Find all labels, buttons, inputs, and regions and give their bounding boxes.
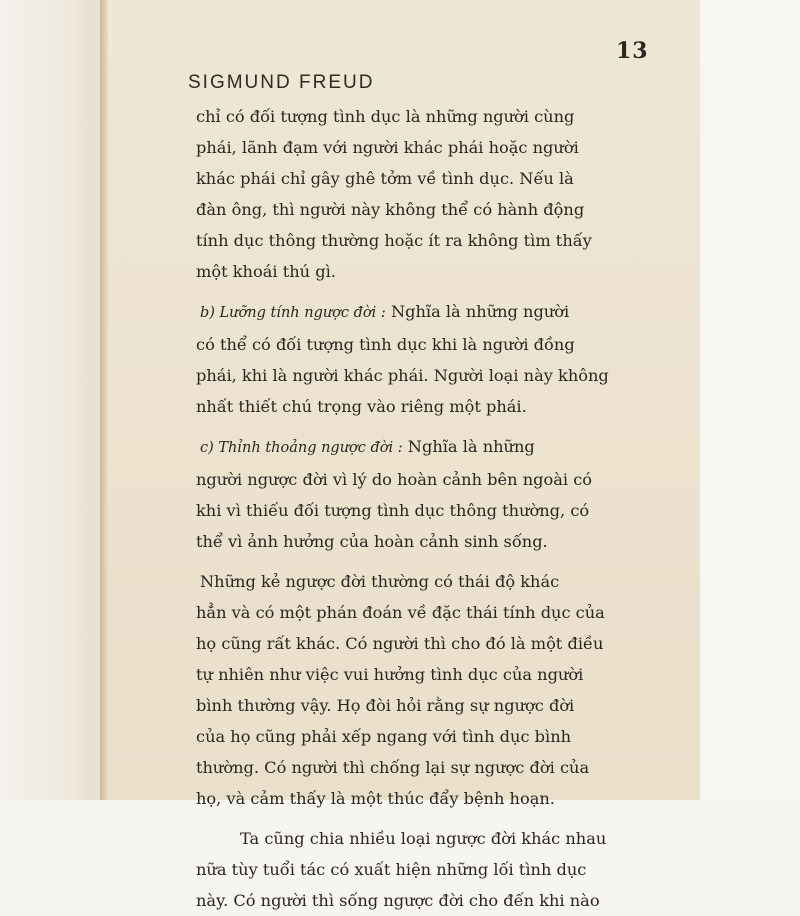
text-line: nhất thiết chú trọng vào riêng một phái. [196,397,527,416]
text-line: họ, và cảm thấy là một thúc đẩy bệnh hoạn. [196,789,555,808]
text-line: Ta cũng chia nhiều loại ngược đời khác nhau [240,829,607,848]
text-line: tự nhiên như việc vui hưởng tình dục của người [196,665,584,684]
text-line: phái, lãnh đạm với người khác phái hoặc người [196,138,579,157]
text-line [196,296,628,329]
body-text [196,101,628,916]
text-line: khác phái chỉ gây ghê tởm về tình dục. Nếu là [196,169,574,188]
page-number: 13 [616,38,649,64]
text-line: tính dục thông thường hoặc ít ra không tìm thấy [196,231,592,250]
text-line: thường. Có người thì chống lại sự ngược đời của [196,758,590,777]
text-line: bình thường vậy. Họ đòi hỏi rằng sự ngược đời [196,696,575,715]
text-line: có thể có đối tượng tình dục khi là người đồng [196,335,575,354]
text-line: nữa tùy tuổi tác có xuất hiện những lối tình dục [196,860,587,879]
right-background [700,0,800,800]
running-head: SIGMUND FREUD [188,72,375,93]
text-line: người ngược đời vì lý do hoàn cảnh bên ngoài có [196,470,593,489]
text-line: này. Có người thì sống ngược đời cho đến khi nào [196,891,600,910]
term-occasional: c) Thỉnh thoảng ngược đời : [200,440,403,456]
text-line: đàn ông, thì người này không thể có hành động [196,200,585,219]
term-bisexual: b) Lưỡng tính ngược đời : [200,305,386,321]
text-line: khi vì thiếu đối tượng tình dục thông thường, có [196,501,590,520]
text-line: chỉ có đối tượng tình dục là những người cùng [196,107,575,126]
text-line: Những kẻ ngược đời thường có thái độ khác [200,572,560,591]
text-line: thể vì ảnh hưởng của hoàn cảnh sinh sống. [196,532,548,551]
term-definition: Nghĩa là những người [385,302,570,321]
text-line: phái, khi là người khác phái. Người loại này không [196,366,609,385]
left-background [0,0,110,800]
page-edge [100,0,108,800]
text-line: của họ cũng phải xếp ngang với tình dục bình [196,727,572,746]
text-line: một khoái thú gì. [196,262,336,281]
term-definition: Nghĩa là những [402,437,535,456]
text-line [196,431,628,464]
text-line: hẳn và có một phán đoán về đặc thái tính dục của [196,603,605,622]
text-line: họ cũng rất khác. Có người thì cho đó là một điều [196,634,604,653]
